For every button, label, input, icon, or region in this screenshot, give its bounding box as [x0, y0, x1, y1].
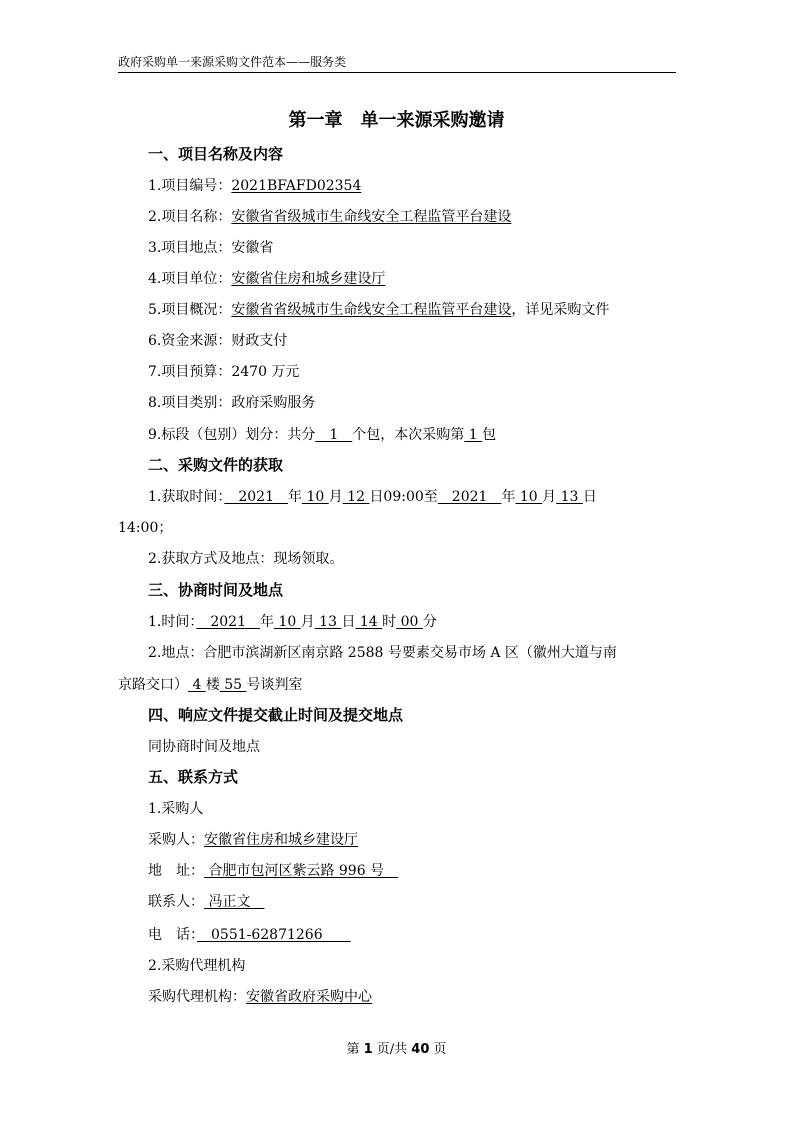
text: 号谈判室: [246, 677, 303, 693]
page-total: 40: [411, 1042, 430, 1057]
text: 年: [288, 489, 302, 505]
label: 1.项目编号：: [148, 178, 232, 194]
chapter-title: 第一章 单一来源采购邀请: [288, 110, 505, 131]
text: 个包，本次采购第: [352, 427, 465, 443]
floor: 4: [188, 677, 206, 693]
project-number-line: [148, 177, 361, 195]
agency-line: [148, 988, 372, 1006]
address: 合肥市包河区紫云路 996 号: [204, 863, 399, 879]
overview-suffix: ，详见采购文件: [511, 302, 610, 318]
text: 1.获取时间：: [148, 489, 225, 505]
project-name-line: [148, 208, 511, 226]
phone-number: 0551-62871266: [197, 927, 351, 943]
start-month: 10: [302, 489, 329, 505]
project-overview-line: [148, 301, 609, 319]
agency-heading: 2.采购代理机构: [148, 958, 246, 974]
text: 1.时间：: [148, 614, 197, 630]
contact-line: [148, 893, 264, 911]
label: 5.项目概况：: [148, 302, 232, 318]
section-heading-3: 三、协商时间及地点: [148, 581, 284, 599]
month: 10: [274, 614, 301, 630]
text: 第: [346, 1042, 364, 1057]
project-unit-line: [148, 270, 385, 288]
text: 分: [422, 614, 437, 630]
text: 页/共: [372, 1042, 412, 1057]
end-day: 13: [556, 489, 583, 505]
project-name: 安徽省省级城市生命线安全工程监管平台建设: [231, 209, 512, 225]
label: 4.项目单位：: [148, 271, 232, 287]
agency-name: 安徽省政府采购中心: [246, 989, 372, 1005]
acquisition-time-continuation: 14:00；: [118, 520, 173, 536]
text: 时: [382, 614, 397, 630]
text: 京路交口）: [118, 677, 188, 693]
text: 包: [482, 427, 497, 443]
project-category-line: 8.项目类别：政府采购服务: [148, 395, 316, 411]
purchaser-name: 安徽省住房和城乡建设厅: [204, 832, 358, 848]
text: 日: [582, 489, 597, 505]
negotiation-location-line: 2.地点：合肥市滨湖新区南京路 2588 号要素交易市场 A 区（徽州大道与南: [148, 645, 617, 661]
label: 采购人：: [148, 832, 204, 848]
running-header: 政府采购单一来源采购文件范本——服务类: [118, 55, 676, 73]
section-heading-1: 一、项目名称及内容: [148, 145, 284, 163]
minute: 00: [396, 614, 423, 630]
page-footer: [0, 1038, 793, 1057]
end-year: 2021: [437, 489, 502, 505]
lot-division-line: [148, 426, 496, 444]
purchaser-line: [148, 831, 358, 849]
negotiation-location-continuation: [118, 676, 303, 694]
section-heading-2: 二、采购文件的获取: [148, 456, 284, 474]
project-location-line: 3.项目地点：安徽省: [148, 240, 274, 256]
label: 联系人：: [148, 894, 204, 910]
label: 电 话：: [148, 927, 197, 943]
page-number: 1: [363, 1042, 373, 1057]
end-month: 10: [515, 489, 543, 505]
section-heading-5: 五、联系方式: [148, 768, 239, 786]
purchaser-heading: 1.采购人: [148, 801, 204, 817]
start-day: 12: [342, 489, 370, 505]
text: 月: [328, 489, 343, 505]
budget-line: 7.项目预算：2470 万元: [148, 364, 300, 380]
section-heading-4: 四、响应文件提交截止时间及提交地点: [148, 706, 404, 724]
text: 日09:00至: [369, 489, 438, 505]
start-year: 2021: [224, 489, 288, 505]
acquisition-time-line: [148, 488, 597, 506]
funding-source-line: 6.资金来源：财政支付: [148, 333, 288, 349]
label: 采购代理机构：: [148, 989, 246, 1005]
negotiation-time-line: [148, 613, 437, 631]
phone-line: [148, 926, 351, 944]
text: 月: [300, 614, 315, 630]
label: 2.项目名称：: [148, 209, 232, 225]
lot-count: 1: [315, 427, 353, 443]
text: 年: [260, 614, 274, 630]
project-overview: 安徽省省级城市生命线安全工程监管平台建设: [231, 302, 512, 318]
deadline-text: 同协商时间及地点: [148, 739, 260, 755]
year: 2021: [196, 614, 260, 630]
project-number: 2021BFAFD02354: [231, 178, 362, 194]
room: 55: [219, 677, 247, 693]
address-line: [148, 862, 398, 880]
text: 9.标段（包别）划分：共分: [148, 427, 316, 443]
project-unit: 安徽省住房和城乡建设厅: [231, 271, 386, 287]
day: 13: [314, 614, 342, 630]
acquisition-method-line: 2.获取方式及地点：现场领取。: [148, 551, 344, 567]
label: 地 址：: [148, 863, 204, 879]
text: 月: [542, 489, 557, 505]
text: 日: [341, 614, 356, 630]
text: 页: [429, 1042, 447, 1057]
hour: 14: [355, 614, 383, 630]
contact-person: 冯正文: [204, 894, 265, 910]
text: 楼: [205, 677, 220, 693]
lot-number: 1: [464, 427, 483, 443]
text: 年: [501, 489, 516, 505]
